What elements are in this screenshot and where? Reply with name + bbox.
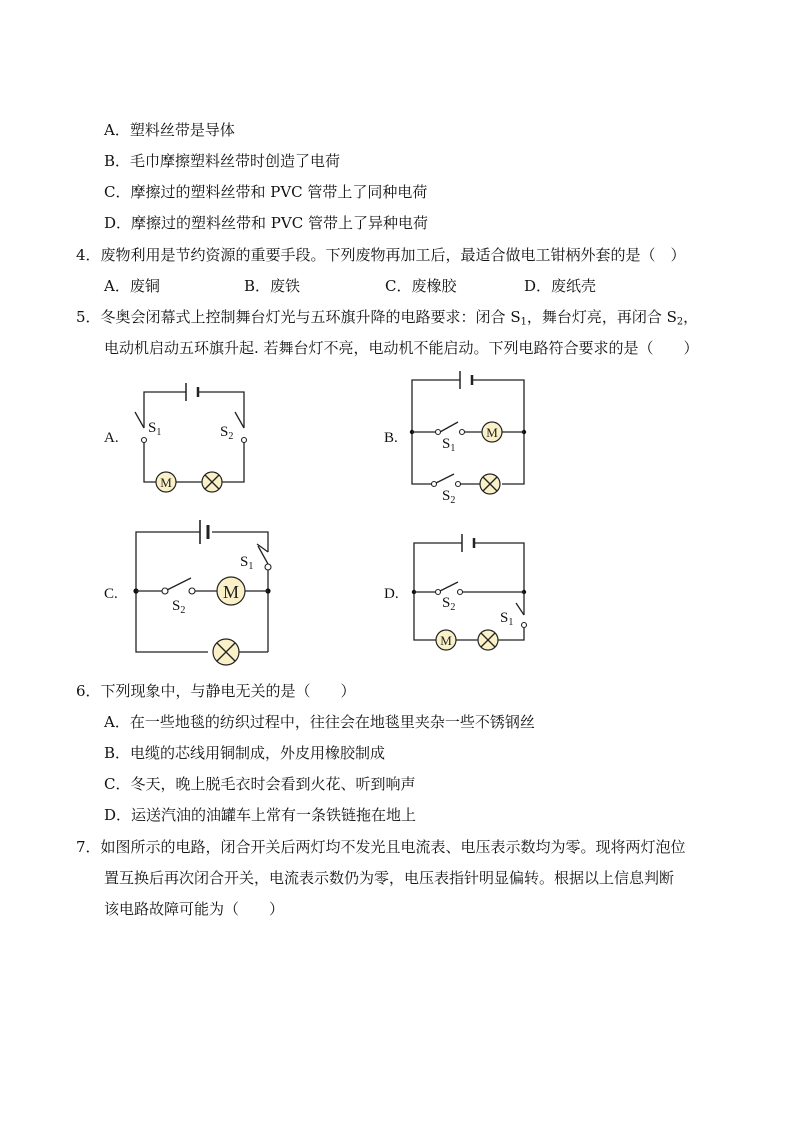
circuit-a-label: A. (104, 430, 119, 446)
q5-stem-line2: 电动机启动五环旗升起. 若舞台灯不亮，电动机不能启动。下列电路符合要求的是（ ） (104, 339, 699, 357)
svg-text:S2: $S_2$ (172, 598, 186, 616)
q4-option-c: C．废橡胶 (385, 277, 457, 295)
svg-text:S2: $S_2$ (220, 424, 234, 442)
svg-text:M: M (160, 475, 172, 490)
q6-stem: 6．下列现象中，与静电无关的是（ ） (76, 682, 356, 700)
q3-option-b: B．毛巾摩擦塑料丝带时创造了电荷 (104, 152, 341, 170)
circuit-b-label: B. (384, 430, 398, 446)
q4-stem: 4．废物利用是节约资源的重要手段。下列废物再加工后，最适合做电工钳柄外套的是（ ） (76, 246, 686, 264)
q4-option-b: B．废铁 (244, 277, 301, 295)
circuit-d (380, 525, 540, 660)
circuit-a (100, 370, 260, 500)
q6-option-d: D．运送汽油的油罐车上常有一条铁链拖在地上 (104, 806, 417, 824)
q7-stem-line1: 7．如图所示的电路，闭合开关后两灯均不发光且电流表、电压表示数均为零。现将两灯泡位 (76, 838, 686, 856)
circuit-d-label: D. (384, 586, 399, 602)
q4-option-a: A．废铜 (104, 277, 160, 295)
q5-stem-line1: 5．冬奥会闭幕式上控制舞台灯光与五环旗升降的电路要求：闭合 S1，舞台灯亮，再闭合 S2， (76, 308, 699, 328)
q3-option-a: A．塑料丝带是导体 (104, 121, 235, 139)
svg-text:M: M (440, 633, 452, 648)
svg-text:S1: $S_1$ (240, 554, 254, 572)
svg-text:M: M (222, 582, 240, 602)
svg-text:S1: $S_1$ (442, 436, 456, 454)
svg-text:M: M (486, 425, 498, 440)
svg-text:S2: $S_2$ (442, 595, 456, 613)
circuit-c (100, 512, 290, 672)
circuit-c-label: C. (104, 586, 118, 602)
svg-text:S1: $S_1$ (500, 610, 514, 628)
q4-option-d: D．废纸壳 (524, 277, 597, 295)
q7-stem-line3: 该电路故障可能为（ ） (104, 900, 285, 918)
q6-option-a: A．在一些地毯的纺织过程中，往往会在地毯里夹杂一些不锈钢丝 (104, 713, 535, 731)
q6-option-b: B．电缆的芯线用铜制成，外皮用橡胶制成 (104, 744, 386, 762)
circuit-b (380, 370, 540, 506)
q3-option-d: D．摩擦过的塑料丝带和 PVC 管带上了异种电荷 (104, 214, 428, 232)
q7-stem-line2: 置互换后再次闭合开关，电流表示数仍为零，电压表指针明显偏转。根据以上信息判断 (104, 869, 675, 887)
q6-option-c: C．冬天，晚上脱毛衣时会看到火花、听到响声 (104, 775, 416, 793)
svg-text:S2: $S_2$ (442, 488, 456, 506)
svg-text:S1: $S_1$ (148, 420, 162, 438)
q3-option-c: C．摩擦过的塑料丝带和 PVC 管带上了同种电荷 (104, 183, 428, 201)
